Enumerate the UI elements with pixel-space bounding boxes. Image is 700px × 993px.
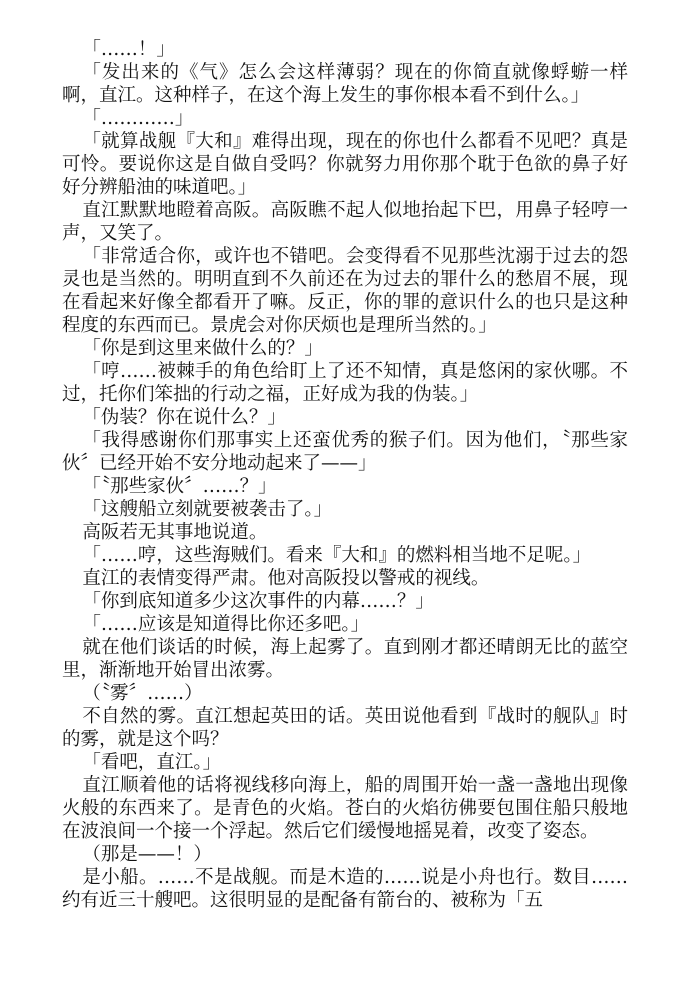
paragraph: 「〝那些家伙〞……？」	[82, 476, 277, 497]
paragraph: 「……哼，这些海贼们。看来『大和』的燃料相当地不足呢。」	[82, 545, 592, 566]
paragraph: 「你是到这里来做什么的？」	[82, 338, 323, 359]
paragraph: 「……！」	[82, 39, 175, 60]
paragraph: 「……应该是知道得比你还多吧。」	[82, 614, 370, 635]
paragraph: 「我得感谢你们那事实上还蛮优秀的猴子们。因为他们，〝那些家伙〞已经开始不安分地动起来了——」	[62, 430, 628, 474]
paragraph: 「非常适合你，或许也不错吧。会变得看不见那些沈溺于过去的怨灵也是当然的。明明直到不久前还在为过去的罪什么的愁眉不展，现在看起来好像全都看开了嘛。反正，你的罪的意识什么的也只是这种程度的东西而已。景虎会对你厌烦也是理所当然的。」	[62, 246, 628, 336]
paragraph: 直江默默地瞪着高阪。高阪瞧不起人似地抬起下巴，用鼻子轻哼一声，又笑了。	[62, 200, 628, 244]
paragraph: （那是——！）	[82, 844, 212, 865]
paragraph: 就在他们谈话的时候，海上起雾了。直到刚才都还晴朗无比的蓝空里，渐渐地开始冒出浓雾。	[62, 637, 628, 681]
paragraph: 「发出来的《气》怎么会这样薄弱？现在的你简直就像蜉蝣一样啊，直江。这种样子，在这个海上发生的事你根本看不到什么。」	[62, 62, 628, 106]
paragraph: 高阪若无其事地说道。	[82, 522, 268, 543]
paragraph: 不自然的雾。直江想起英田的话。英田说他看到『战时的舰队』时的雾，就是这个吗？	[62, 706, 628, 750]
paragraph: 「…………」	[82, 108, 194, 129]
paragraph: 「伪装？你在说什么？」	[82, 407, 286, 428]
paragraph: 是小船。……不是战舰。而是木造的……说是小舟也行。数目……约有近三十艘吧。这很明显的是配备有箭台的、被称为「五	[62, 867, 628, 911]
paragraph: 「就算战舰『大和』难得出现，现在的你也什么都看不见吧？真是可怜。要说你这是自做自受吗？你就努力用你那个耽于色欲的鼻子好好分辨船油的味道吧。」	[62, 131, 628, 198]
paragraph: （〝雾〞……）	[82, 683, 203, 704]
paragraph: 直江顺着他的话将视线移向海上，船的周围开始一盏一盏地出现像火般的东西来了。是青色的火焰。苍白的火焰彷佛要包围住船只般地在波浪间一个接一个浮起。然后它们缓慢地摇晃着，改变了姿态。	[62, 775, 628, 842]
paragraph: 直江的表情变得严肃。他对高阪投以警戒的视线。	[82, 568, 490, 589]
paragraph: 「这艘船立刻就要被袭击了。」	[82, 499, 333, 520]
paragraph: 「看吧，直江。」	[82, 752, 222, 773]
paragraph: 「你到底知道多少这次事件的内幕……？」	[82, 591, 434, 612]
paragraph: 「哼……被棘手的角色给盯上了还不知情，真是悠闲的家伙哪。不过，托你们笨拙的行动之福，正好成为我的伪装。」	[62, 361, 628, 405]
page-text-body	[62, 38, 628, 912]
